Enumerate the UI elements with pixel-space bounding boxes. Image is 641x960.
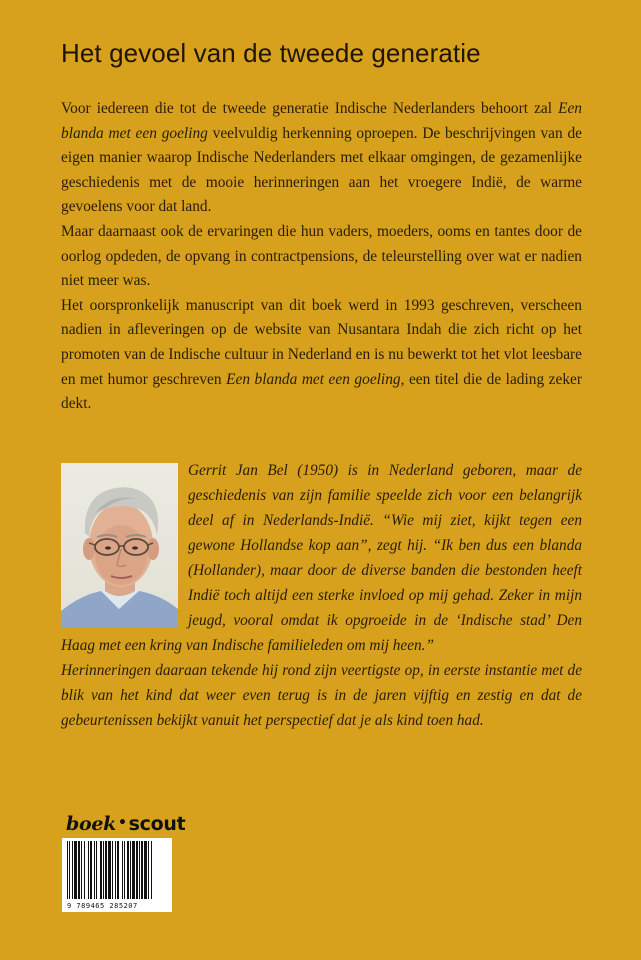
blurb-text: Voor iedereen die tot de tweede generatie Indische Nederlanders behoort zal bbox=[61, 100, 559, 117]
isbn-barcode bbox=[62, 838, 172, 912]
photo-spacer bbox=[61, 458, 188, 624]
blurb bbox=[61, 97, 582, 417]
blurb-paragraph-1 bbox=[61, 97, 582, 220]
book-title-italic: Een blanda met een goeling bbox=[61, 100, 582, 142]
barcode-number: 9 789465 285207 bbox=[67, 902, 138, 910]
blurb-text: veelvuldig herkenning oproepen. De beschrijvingen van de eigen manier waarop Indische Nederlanders met elkaar omgingen, de gezamenlijke geschiedenis met de mooie herinneringen aan het vroegere Indië, de warme gevoelens voor dat land. bbox=[61, 124, 582, 216]
blurb-text: , een titel die de lading zeker dekt. bbox=[61, 370, 582, 413]
barcode-bars bbox=[65, 841, 169, 899]
page-title: Het gevoel van de tweede generatie bbox=[61, 38, 481, 68]
blurb-text: Het oorspronkelijk manuscript van dit boek werd in 1993 geschreven, verscheen nadien in afleveringen op de website van Nusantara Indah die zich richt op het promoten van de Indische cultuur in Nederland en is nu bewerkt tot het vlot leesbare en met humor geschreven bbox=[61, 296, 582, 388]
logo-boek: boek bbox=[66, 813, 117, 835]
logo-scout: scout bbox=[128, 813, 186, 835]
author-memories: Herinneringen daaraan tekende hij rond zijn veertigste op, in eerste instantie met de blik van het kind dat weer even terug is in de jaren vijftig en zestig en dat de gebeurtenissen bekijkt vanuit het perspectief dat je als kind toen had. bbox=[61, 662, 582, 729]
logo-dot-icon: • bbox=[118, 815, 127, 831]
author-bio bbox=[61, 458, 582, 658]
author-bio-text: Gerrit Jan Bel (1950) is in Nederland geboren, maar de geschiedenis van zijn familie speelde zich voor een belangrijk deel af in Nederlands-Indië. “Wie mij ziet, kijkt tegen een gewone Hollandse kop aan”, zegt hij. “Ik ben dus een blanda (Hollander), maar door de diverse banden die bestonden heeft Indië toch altijd een sterke invloed op mij gehad. Zeker in mijn jeugd, vooral omdat ik opgroeide in de ‘Indische stad’ Den Haag met een kring van Indische familieleden om mij heen.” bbox=[61, 462, 582, 654]
blurb-paragraph-2: Maar daarnaast ook de ervaringen die hun vaders, moeders, ooms en tantes door de oorlog opdeden, de opvang in contractpensions, de teleurstelling over wat er nadien niet meer was. bbox=[61, 222, 582, 290]
blurb-paragraph-3 bbox=[61, 294, 582, 417]
publisher-logo bbox=[66, 813, 185, 835]
book-title-italic: Een blanda met een goeling bbox=[226, 370, 401, 388]
author-section bbox=[61, 458, 582, 733]
